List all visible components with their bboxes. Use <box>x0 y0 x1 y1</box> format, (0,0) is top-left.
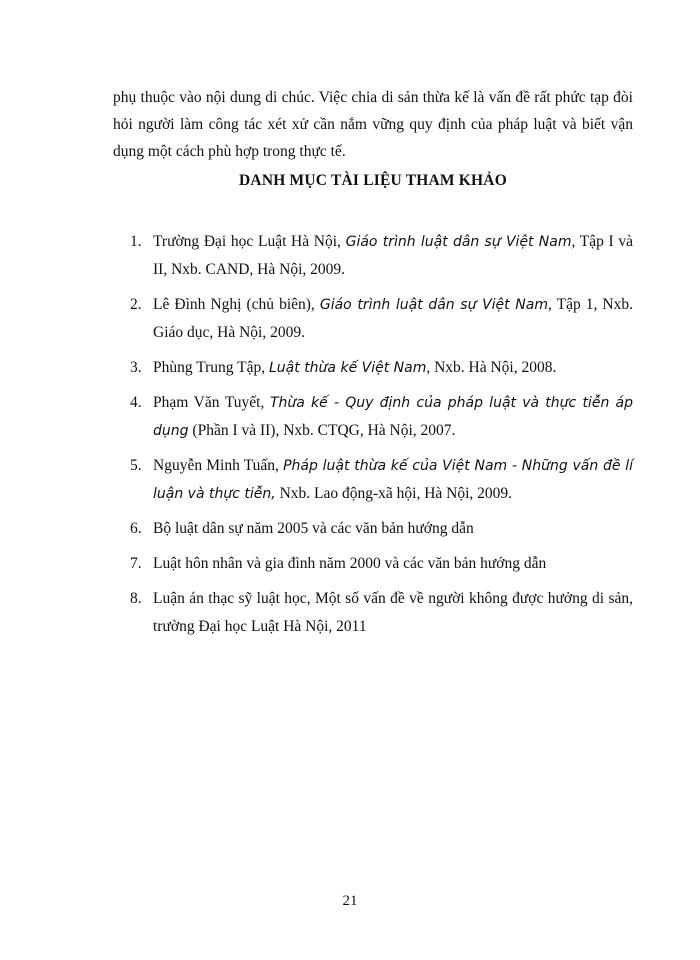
reference-details: , Tập I và II, Nxb. CAND, Hà Nội, 2009. <box>153 233 633 278</box>
reference-number: 2. <box>130 296 142 313</box>
reference-title: Thừa kế - Quy định của pháp luật và thực tiễn áp dụng <box>153 395 633 439</box>
reference-author: Phạm Văn Tuyết, <box>153 394 270 411</box>
reference-number: 3. <box>130 359 142 376</box>
reference-details: Nxb. Lao động-xã hội, Hà Nội, 2009. <box>275 485 513 502</box>
reference-author: Nguyễn Minh Tuấn, <box>153 457 284 474</box>
reference-number: 1. <box>130 233 142 250</box>
reference-text: Bộ luật dân sự năm 2005 và các văn bản hướng dẫn <box>153 520 474 537</box>
reference-details: (Phần I và II), Nxb. CTQG, Hà Nội, 2007. <box>188 422 456 439</box>
reference-number: 8. <box>130 590 142 607</box>
reference-item-4 <box>113 389 633 445</box>
references-heading: DANH MỤC TÀI LIỆU THAM KHẢO <box>239 172 507 189</box>
reference-item-3 <box>113 354 633 382</box>
reference-author: Lê Đình Nghị (chủ biên), <box>153 296 320 313</box>
reference-number: 5. <box>130 457 142 474</box>
reference-details: , Tập 1, Nxb. Giáo dục, Hà Nội, 2009. <box>153 296 633 341</box>
reference-item-5 <box>113 452 633 508</box>
reference-item-2 <box>113 291 633 347</box>
reference-item-7 <box>113 550 633 578</box>
reference-title: Luật thừa kế Việt Nam <box>269 360 427 376</box>
reference-number: 6. <box>130 520 142 537</box>
intro-paragraph: phụ thuộc vào nội dung di chúc. Việc chia di sản thừa kế là vấn đề rất phức tạp đòi hỏi người làm công tác xét xử cần nắm vững quy định của pháp luật và biết vận dụng một cách phù hợp trong thực tế. <box>113 89 633 160</box>
reference-item-6 <box>113 515 633 543</box>
reference-number: 4. <box>130 394 142 411</box>
reference-author: Trường Đại học Luật Hà Nội, <box>153 233 346 250</box>
reference-title: Giáo trình luật dân sự Việt Nam <box>319 297 548 313</box>
reference-text: Luận án thạc sỹ luật học, Một số vấn đề về người không được hưởng di sản, trường Đại học Luật Hà Nội, 2011 <box>153 590 633 635</box>
page-number: 21 <box>342 893 358 909</box>
reference-item-1 <box>113 228 633 284</box>
reference-number: 7. <box>130 555 142 572</box>
reference-author: Phùng Trung Tập, <box>153 359 269 376</box>
reference-title: Pháp luật thừa kế của Việt Nam - Những vấn đề lí luận và thực tiễn, <box>153 458 634 502</box>
reference-details: , Nxb. Hà Nội, 2008. <box>426 359 557 376</box>
reference-item-8 <box>113 585 633 641</box>
reference-title: Giáo trình luật dân sự Việt Nam <box>345 234 572 250</box>
reference-list <box>113 228 633 648</box>
reference-text: Luật hôn nhân và gia đình năm 2000 và các văn bản hướng dẫn <box>153 555 547 572</box>
